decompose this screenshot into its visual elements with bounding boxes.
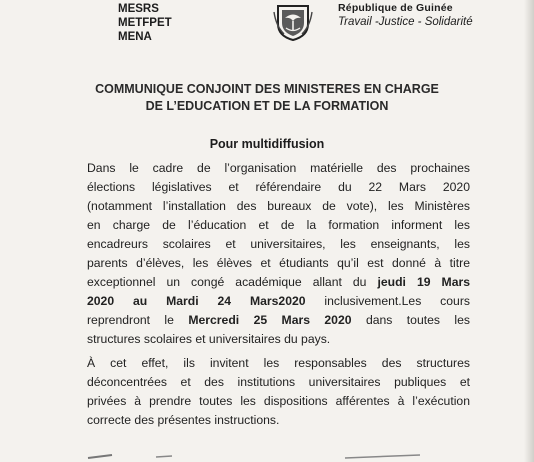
page-edge-shadow: [524, 0, 534, 462]
resume-date: Mercredi 25 Mars 2020: [188, 313, 352, 327]
text-span: reprendront le: [87, 313, 189, 327]
text-line: en charge de l’éducation et de la formation informent les: [87, 218, 470, 232]
text-line: encadreurs scolaires et universitaires, les enseignants, les: [87, 237, 470, 251]
republic-name: République de Guinée: [338, 2, 453, 14]
communique-title: [70, 81, 464, 115]
start-date: jeudi 19 Mars: [377, 275, 470, 289]
text-line: [87, 273, 470, 292]
text-line: [87, 311, 470, 330]
text-line: élections législatives et référendaire du 22 Mars 2020: [87, 180, 470, 194]
text-span: inclusivement.Les cours: [305, 294, 470, 308]
title-line-1: COMMUNIQUE CONJOINT DES MINISTERES EN CHARGE: [95, 82, 439, 96]
end-date: 2020 au Mardi 24 Mars2020: [87, 294, 306, 308]
text-line: structures scolaires et universitaires du pays.: [87, 332, 331, 346]
republic-header: [338, 1, 473, 29]
footer-smudges: [0, 452, 534, 462]
text-line: correcte des présentes instructions.: [87, 413, 280, 427]
paragraph-1: [87, 159, 470, 349]
text-span: dans toutes les: [351, 313, 470, 327]
title-line-2: DE L’EDUCATION ET DE LA FORMATION: [145, 99, 389, 113]
text-line: (notamment l’installation des bureaux de vote), les Ministères: [87, 199, 470, 213]
distribution-note: Pour multidiffusion: [209, 137, 325, 151]
text-line: [87, 292, 470, 311]
text-line: privées à prendre toutes les dispositions afférentes à l’exécution: [87, 394, 470, 408]
guinea-coat-of-arms-icon: [272, 2, 314, 42]
text-line: À cet effet, ils invitent les responsables des structures: [87, 356, 470, 370]
text-line: parents d’élèves, les élèves et étudiants qu’il est donné à titre: [87, 256, 470, 270]
republic-motto: Travail -Justice - Solidarité: [338, 16, 473, 28]
ministry-metfpet: METFPET: [118, 17, 172, 29]
ministry-mesrs: MESRS: [118, 3, 159, 15]
paragraph-2: [87, 354, 470, 430]
text-line: Dans le cadre de l’organisation matérielle des prochaines: [87, 161, 470, 175]
ministries-header: [118, 2, 172, 44]
text-span: exceptionnel un congé académique allant du: [87, 275, 378, 289]
text-line: déconcentrées et des institutions universitaires publiques et: [87, 375, 470, 389]
ministry-mena: MENA: [118, 31, 152, 43]
